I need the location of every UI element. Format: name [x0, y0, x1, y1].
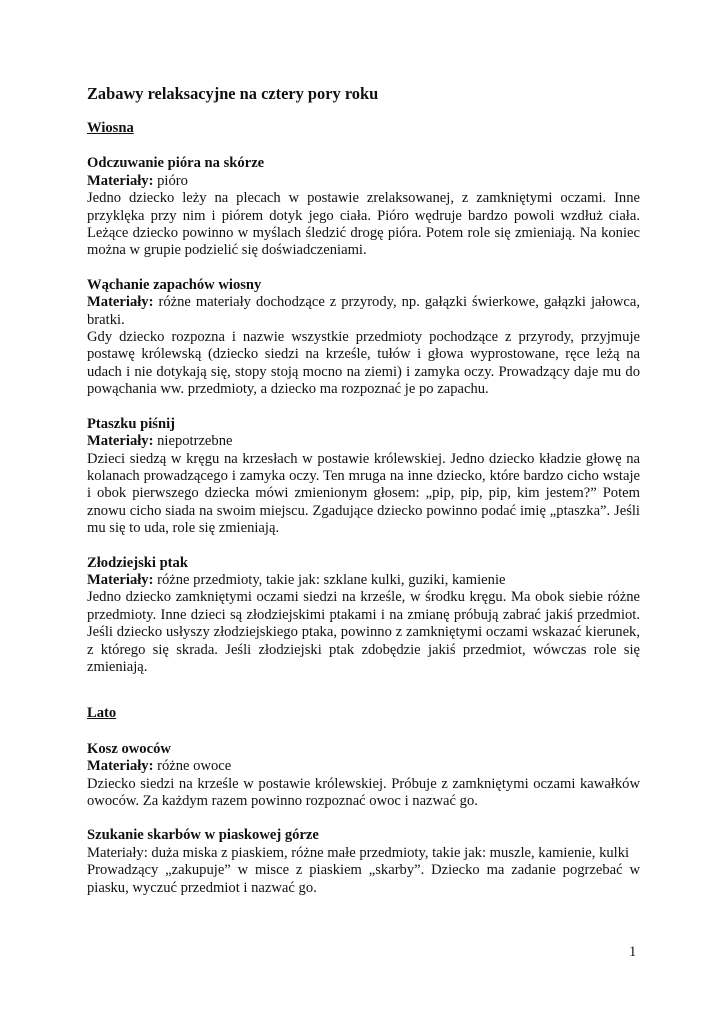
- activity-description: Dziecko siedzi na krześle w postawie królewskiej. Próbuje z zamkniętymi oczami kawałków owoców. Za każdym razem powinno rozpoznać owoc i nazwać go.: [87, 775, 640, 809]
- activity-description: Jedno dziecko zamkniętymi oczami siedzi na krześle, w środku kręgu. Ma obok siebie różne przedmioty. Inne dzieci są złodziejskimi ptakami i na zmianę próbują zabrać jakiś przedmiot. Jeśli dziecko usłyszy złodziejskiego ptaka, powinno z zamkniętymi oczami wskazać kierunek, z którego się skrada. Jeśli złodziejski ptak zdobędzie jakiś przedmiot, wówczas role się zmieniają.: [87, 589, 640, 675]
- materials-line: [87, 294, 640, 329]
- materials-label: Materiały:: [87, 172, 154, 189]
- activity-spring-scents: [87, 277, 640, 399]
- materials-line: [87, 173, 640, 190]
- materials-value: różne przedmioty, takie jak: szklane kulki, guziki, kamienie: [157, 571, 506, 588]
- materials-label: Materiały:: [87, 294, 154, 311]
- activity-title: Wąchanie zapachów wiosny: [87, 276, 262, 293]
- materials-value: różne owoce: [157, 758, 232, 775]
- materials-line: [87, 572, 640, 589]
- activity-feather: [87, 155, 640, 259]
- activity-description: Gdy dziecko rozpozna i nazwie wszystkie przedmioty pochodzące z przyrody, przyjmuje postawę królewską (dziecko siedzi na krześle, tułów i głowa wyprostowane, ręce leżą na udach i nie dotykają się, stopy stoją mocno na ziemi) i zamyka oczy. Prowadzący daje mu do powąchania ww. przedmioty, a dziecko ma rozpoznać je po zapachu.: [87, 329, 640, 398]
- page-number: 1: [629, 944, 637, 960]
- document-page: [87, 84, 640, 914]
- activity-title: Ptaszku piśnij: [87, 415, 175, 432]
- activity-thief-bird: [87, 555, 640, 677]
- materials-label: Materiały:: [87, 571, 154, 588]
- materials-value: różne materiały dochodzące z przyrody, np. gałązki świerkowe, gałązki jałowca, bratki.: [87, 294, 640, 328]
- activity-description: Dzieci siedzą w kręgu na krzesłach w postawie królewskiej. Jedno dziecko kładzie głowę na kolanach prowadzącego i zamyka oczy. Ten mruga na inne dziecko, które bardzo cicho wstaje i obok pierwszego dziecka mówi zmienionym głosem: „pip, pip, pip, kim jestem?” Potem znowu cicho siada na swoim miejscu. Zgadujące dziecko powinno podać imię „ptaszka”. Jeśli mu się to uda, role się zmieniają.: [87, 450, 640, 537]
- materials-value: niepotrzebne: [157, 433, 233, 450]
- activity-fruit-basket: [87, 741, 640, 811]
- materials-line: [87, 433, 640, 450]
- activity-bird-sing: [87, 416, 640, 538]
- activity-description: Jedno dziecko leży na plecach w postawie zrelaksowanej, z zamkniętymi oczami. Inne przyklęka przy nim i piórem dotyk jego ciała. Pióro wędruje bardzo powoli wzdłuż ciała. Leżące dziecko powinno w myślach śledzić drogę pióra. Potem role się zmieniają. Na koniec można w grupie podzielić się doświadczeniami.: [87, 190, 640, 259]
- activity-description: Prowadzący „zakupuje” w misce z piaskiem „skarby”. Dziecko ma zadanie pogrzebać w piasku, wyczuć przedmiot i nazwać go.: [87, 862, 640, 896]
- activity-sand-treasure: [87, 827, 640, 897]
- materials-line: [87, 758, 640, 775]
- document-title: Zabawy relaksacyjne na cztery pory roku: [87, 84, 379, 103]
- season-heading-spring: Wiosna: [87, 120, 134, 136]
- materials-label: Materiały:: [87, 433, 154, 450]
- materials-value: pióro: [157, 172, 188, 189]
- activity-title: Kosz owoców: [87, 740, 171, 757]
- season-heading-summer: Lato: [87, 705, 117, 722]
- materials-line: Materiały: duża miska z piaskiem, różne małe przedmioty, takie jak: muszle, kamienie, kulki: [87, 844, 630, 861]
- activity-title: Złodziejski ptak: [87, 554, 188, 571]
- materials-label: Materiały:: [87, 758, 154, 775]
- activity-title: Szukanie skarbów w piaskowej górze: [87, 827, 319, 844]
- activity-title: Odczuwanie pióra na skórze: [87, 155, 265, 172]
